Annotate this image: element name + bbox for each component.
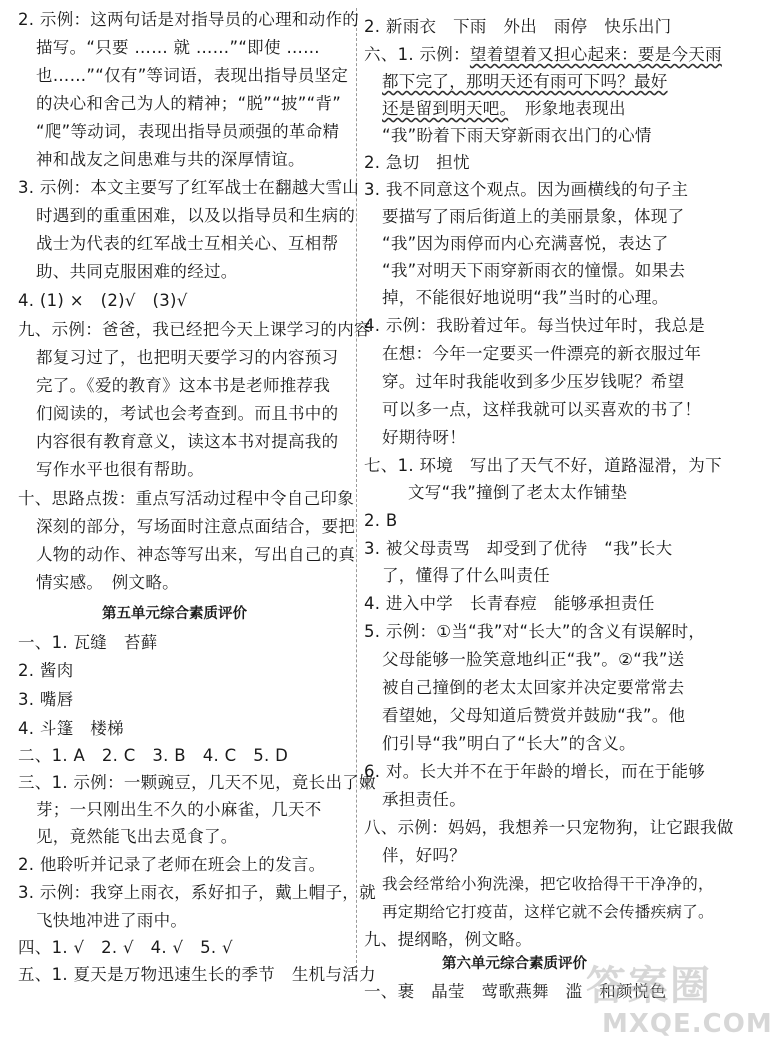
answer-line: 八、示例：妈妈，我想养一只宠物狗，让它跟我做 bbox=[364, 818, 734, 837]
answer-line: 了，懂得了什么叫责任 bbox=[382, 566, 550, 585]
answer-line: 内容很有教育意义，读这本书对提高我的 bbox=[36, 432, 339, 451]
answer-line: 文写“我”撞倒了老太太作铺垫 bbox=[408, 483, 628, 502]
answer-line: 四、1. √ 2. √ 4. √ 5. √ bbox=[18, 938, 233, 957]
answer-line: 2. 急切 担忧 bbox=[364, 153, 470, 172]
answer-line: 可以多一点，这样我就可以买喜欢的书了！ bbox=[382, 400, 702, 419]
answer-line: 们阅读的，考试也会考查到。而且书中的 bbox=[36, 404, 339, 423]
answer-line: 也……”“仅有”等词语，表现出指导员坚定 bbox=[36, 66, 349, 85]
answer-line: 再定期给它打疫苗，这样它就不会传播疾病了。 bbox=[382, 903, 714, 921]
answer-line: “我”盼着下雨天穿新雨衣出门的心情 bbox=[382, 126, 652, 145]
column-divider bbox=[356, 8, 357, 978]
answer-line: 深刻的部分，写场面时注意点面结合，要把 bbox=[36, 517, 356, 536]
answer-text: 形象地表现出 bbox=[508, 99, 626, 118]
underlined-sentence: 还是留到明天吧。 bbox=[382, 99, 509, 118]
answer-line: 的决心和舍己为人的精神；“脱”“披”“背” bbox=[36, 94, 342, 113]
answer-line: 我会经常给小狗洗澡，把它收拾得干干净净的， bbox=[382, 875, 714, 893]
answer-line: 2. B bbox=[364, 511, 398, 530]
answer-line: 5. 示例：①当“我”对“长大”的含义有误解时， bbox=[364, 622, 706, 641]
section-title-unit5: 第五单元综合素质评价 bbox=[102, 606, 247, 622]
watermark-site: MXQE.COM bbox=[602, 1009, 773, 1039]
answer-line: 写作水平也很有帮助。 bbox=[36, 460, 204, 479]
answer-line: 战士为代表的红军战士互相关心、互相帮 bbox=[36, 234, 339, 253]
answer-line: 2. 新雨衣 下雨 外出 雨停 快乐出门 bbox=[364, 17, 672, 36]
answer-line: 描写。“只要 …… 就 ……”“即使 …… bbox=[36, 38, 320, 57]
answer-line: 2. 他聆听并记录了老师在班会上的发言。 bbox=[18, 855, 326, 874]
answer-line: 飞快地冲进了雨中。 bbox=[36, 911, 188, 930]
answer-line: 4. 示例：我盼着过年。每当快过年时，我总是 bbox=[364, 316, 706, 335]
answer-line: 3. 被父母责骂 却受到了优待 “我”长大 bbox=[364, 539, 673, 558]
section-title-unit6: 第六单元综合素质评价 bbox=[442, 956, 587, 972]
answer-line: 父母能够一脸笑意地纠正“我”。②“我”送 bbox=[382, 650, 685, 669]
answer-line: 时遇到的重重困难，以及以指导员和生病的 bbox=[36, 206, 356, 225]
answer-line: 4. (1) × (2)√ (3)√ bbox=[18, 291, 188, 310]
answer-line: 完了。《爱的教育》这本书是老师推荐我 bbox=[36, 376, 331, 395]
answer-line: 们引导“我”明白了“长大”的含义。 bbox=[382, 734, 636, 753]
answer-line: 二、1. A 2. C 3. B 4. C 5. D bbox=[18, 746, 289, 765]
answer-line: 掉，不能很好地说明“我”当时的心理。 bbox=[382, 288, 669, 307]
answer-line: 穿。过年时我能收到多少压岁钱呢？希望 bbox=[382, 372, 685, 391]
answer-line: 九、示例：爸爸，我已经把今天上课学习的内容 bbox=[18, 320, 371, 339]
item-prefix: 六、1. 示例： bbox=[364, 45, 470, 64]
answer-line: 七、1. 环境 写出了天气不好，道路湿滑，为下 bbox=[364, 456, 722, 475]
answer-line: 九、提纲略，例文略。 bbox=[364, 930, 532, 949]
answer-line: “我”因为雨停而内心充满喜悦，表达了 bbox=[382, 234, 669, 253]
answer-line: 3. 示例：本文主要写了红军战士在翻越大雪山 bbox=[18, 178, 360, 197]
answer-line-underlined bbox=[382, 72, 668, 92]
answer-line: 五、1. 夏天是万物迅速生长的季节 生机与活力 bbox=[18, 965, 376, 984]
answer-line: 神和战友之间患难与共的深厚情谊。 bbox=[36, 150, 305, 169]
watermark bbox=[582, 964, 772, 1040]
answer-line: 在想：今年一定要买一件漂亮的新衣服过年 bbox=[382, 344, 702, 363]
answer-line: “爬”等动词，表现出指导员顽强的革命精 bbox=[36, 122, 340, 141]
answer-line: 看望她，父母知道后赞赏并鼓励“我”。他 bbox=[382, 706, 686, 725]
answer-line-underlined bbox=[382, 99, 626, 119]
answer-line: 一、1. 瓦缝 苔藓 bbox=[18, 633, 158, 652]
answer-line: 3. 嘴唇 bbox=[18, 690, 74, 709]
answer-line: 见，竟然能飞出去觅食了。 bbox=[36, 827, 238, 846]
answer-line: “我”对明天下雨穿新雨衣的憧憬。如果去 bbox=[382, 261, 686, 280]
answer-line: 2. 示例：这两句话是对指导员的心理和动作的 bbox=[18, 10, 360, 29]
answer-line: 情实感。 例文略。 bbox=[36, 573, 179, 592]
answer-line: 伴，好吗？ bbox=[382, 846, 466, 865]
answer-line: 要描写了雨后街道上的美丽景象，体现了 bbox=[382, 207, 685, 226]
answer-line: 4. 斗篷 楼梯 bbox=[18, 719, 124, 738]
answer-line-underlined bbox=[364, 45, 722, 65]
answer-line: 4. 进入中学 长青春痘 能够承担责任 bbox=[364, 594, 655, 613]
answer-line: 都复习过了，也把明天要学习的内容预习 bbox=[36, 348, 339, 367]
answer-line: 6. 对。长大并不在于年龄的增长，而在于能够 bbox=[364, 762, 706, 781]
underlined-sentence: 都下完了，那明天还有雨可下吗？最好 bbox=[382, 72, 668, 91]
answer-line: 芽；一只刚出生不久的小麻雀，几天不 bbox=[36, 800, 322, 819]
answer-line: 被自己撞倒的老太太回家并决定要常常去 bbox=[382, 678, 685, 697]
answer-line: 一、裹 晶莹 莺歌燕舞 滥 和颜悦色 bbox=[364, 982, 667, 1001]
answer-line: 3. 我不同意这个观点。因为画横线的句子主 bbox=[364, 180, 689, 199]
answer-line: 人物的动作、神态等写出来，写出自己的真 bbox=[36, 545, 356, 564]
answer-line: 三、1. 示例：一颗豌豆，几天不见，竟长出了嫩 bbox=[18, 773, 376, 792]
answer-line: 助、共同克服困难的经过。 bbox=[36, 262, 238, 281]
answer-line: 好期待呀！ bbox=[382, 428, 466, 447]
answer-line: 2. 酱肉 bbox=[18, 661, 74, 680]
underlined-sentence: 望着望着又担心起来：要是今天雨 bbox=[469, 45, 722, 64]
answer-line: 承担责任。 bbox=[382, 790, 466, 809]
answer-line: 十、思路点拨：重点写活动过程中令自己印象 bbox=[18, 489, 354, 508]
watermark-logo: 答案圈 bbox=[586, 963, 712, 1009]
answer-line: 3. 示例：我穿上雨衣，系好扣子，戴上帽子，就 bbox=[18, 883, 376, 902]
